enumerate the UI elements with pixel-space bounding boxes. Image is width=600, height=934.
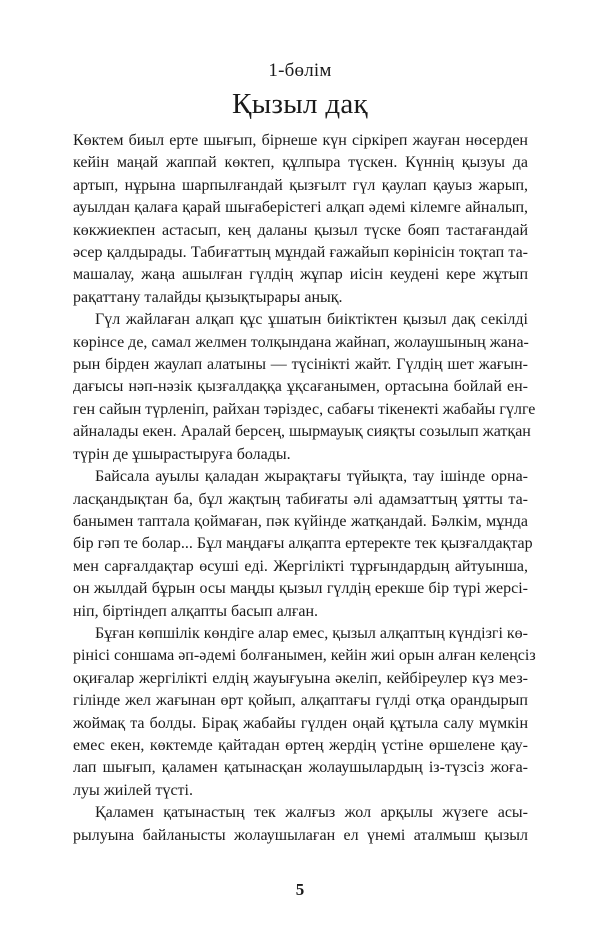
- text-line: ніп, біртіндеп алқапты басып алған.: [73, 602, 319, 620]
- text-line: мен сарғалдақтар өсуші еді. Жергілікті тұрғындардың айтуынша,: [73, 557, 528, 575]
- text-line: гілінде жел жағынан өрт қойып, алқаптағы гүлді отқа орандырып: [73, 692, 528, 710]
- text-line: рын бірден жаулап алатыны — түсінікті жайт. Гүлдің шет жағын-: [73, 356, 528, 374]
- chapter-title: Қызыл дақ: [232, 88, 368, 120]
- body-text: [73, 130, 536, 847]
- paragraph: [73, 130, 528, 309]
- text-line: ласқандықтан ба, бұл жақтың табиғаты әлі адамзаттың ұятты та-: [73, 490, 528, 508]
- text-line: кейін маңай жаппай көктеп, құлпыра түскен. Күннің қызуы да: [73, 154, 528, 172]
- paragraph: [73, 466, 533, 623]
- text-line: көкжиекпен астасып, кең даланы қызыл түске бояп тастағандай: [73, 221, 528, 239]
- text-line: артып, нұрына шарпылғандай қызғылт гүл қаулап қауыз жарып,: [73, 176, 528, 194]
- text-line: луы жиілей түсті.: [73, 781, 193, 799]
- text-line: рақаттану талайды қызықтырары анық.: [73, 288, 343, 306]
- text-line: ауылдан қалаға қарай шығаберістегі алқап әдемі кілемге айналып,: [73, 199, 528, 217]
- paragraph: [73, 309, 536, 466]
- text-line: Көктем биыл ерте шығып, бірнеше күн сіркіреп жауған нөсерден: [73, 132, 528, 149]
- text-line: Гүл жайлаған алқап құс ұшатын биіктіктен қызыл дақ секілді: [95, 311, 528, 329]
- text-line: Бұған көпшілік көндіге алар емес, қызыл алқаптың күндізгі кө-: [95, 624, 528, 642]
- paragraph: [73, 623, 536, 802]
- chapter-number: 1-бөлім: [268, 60, 332, 81]
- text-line: рылуына байланысты жолаушылаған ел үнемі аталмыш қызыл: [73, 826, 528, 844]
- page-number: 5: [295, 880, 305, 899]
- text-line: айналады екен. Аралай берсең, шырмауық сияқты созылып жатқан: [73, 423, 531, 441]
- text-line: ген сайын түрленіп, райхан тәріздес, сабағы тікенекті жабайы гүлге: [73, 400, 536, 418]
- text-line: оқиғалар жергілікті елдің жауығуына әкеліп, кейбіреулер күз мез-: [73, 669, 528, 687]
- text-line: дағысы нәп-нәзік қызғалдаққа ұқсағанымен, ортасына бойлай ен-: [73, 378, 528, 396]
- text-line: банымен таптала қоймаған, пәк күйінде жатқандай. Бәлкім, мұнда: [73, 512, 528, 530]
- text-line: түрін де ұшыраcтыруға болады.: [73, 445, 291, 463]
- text-line: машалау, жаңа ашылған гүлдің жұпар иісін кеудені кере жұтып: [73, 266, 528, 284]
- text-line: емес екен, көктемде қайтадан өртең жердің үстіне өршелене қау-: [73, 736, 528, 754]
- text-line: әсер қалдырады. Табиғаттың мұндай ғажайып көрінісін тоқтап та-: [73, 244, 528, 262]
- text-line: рінісі соншама әп-әдемі болғанымен, кейін жиі орын алған келеңсіз: [73, 647, 536, 665]
- text-line: Байсала ауылы қаладан жырақтағы түйықта, тау ішінде орна-: [95, 468, 528, 486]
- text-line: жоймақ та болды. Бірақ жабайы гүлден оңай құтыла салу мүмкін: [73, 714, 528, 732]
- paragraph: [73, 802, 528, 847]
- text-line: Қаламен қатынастың тек жалғыз жол арқылы жүзеге асы-: [95, 804, 528, 822]
- text-line: лап шығып, қаламен қатынасқан жолаушылардың із-түзсіз жоға-: [73, 759, 528, 777]
- text-line: бір гәп те болар... Бұл маңдағы алқапта ертеректе тек қызғалдақтар: [73, 535, 533, 553]
- text-line: он жылдай бұрын осы маңды қызыл гүлдің ерекше бір түрі жерсі-: [73, 580, 528, 598]
- text-line: көрінсе де, самал желмен толқындана жайнап, жолаушының жана-: [73, 333, 529, 351]
